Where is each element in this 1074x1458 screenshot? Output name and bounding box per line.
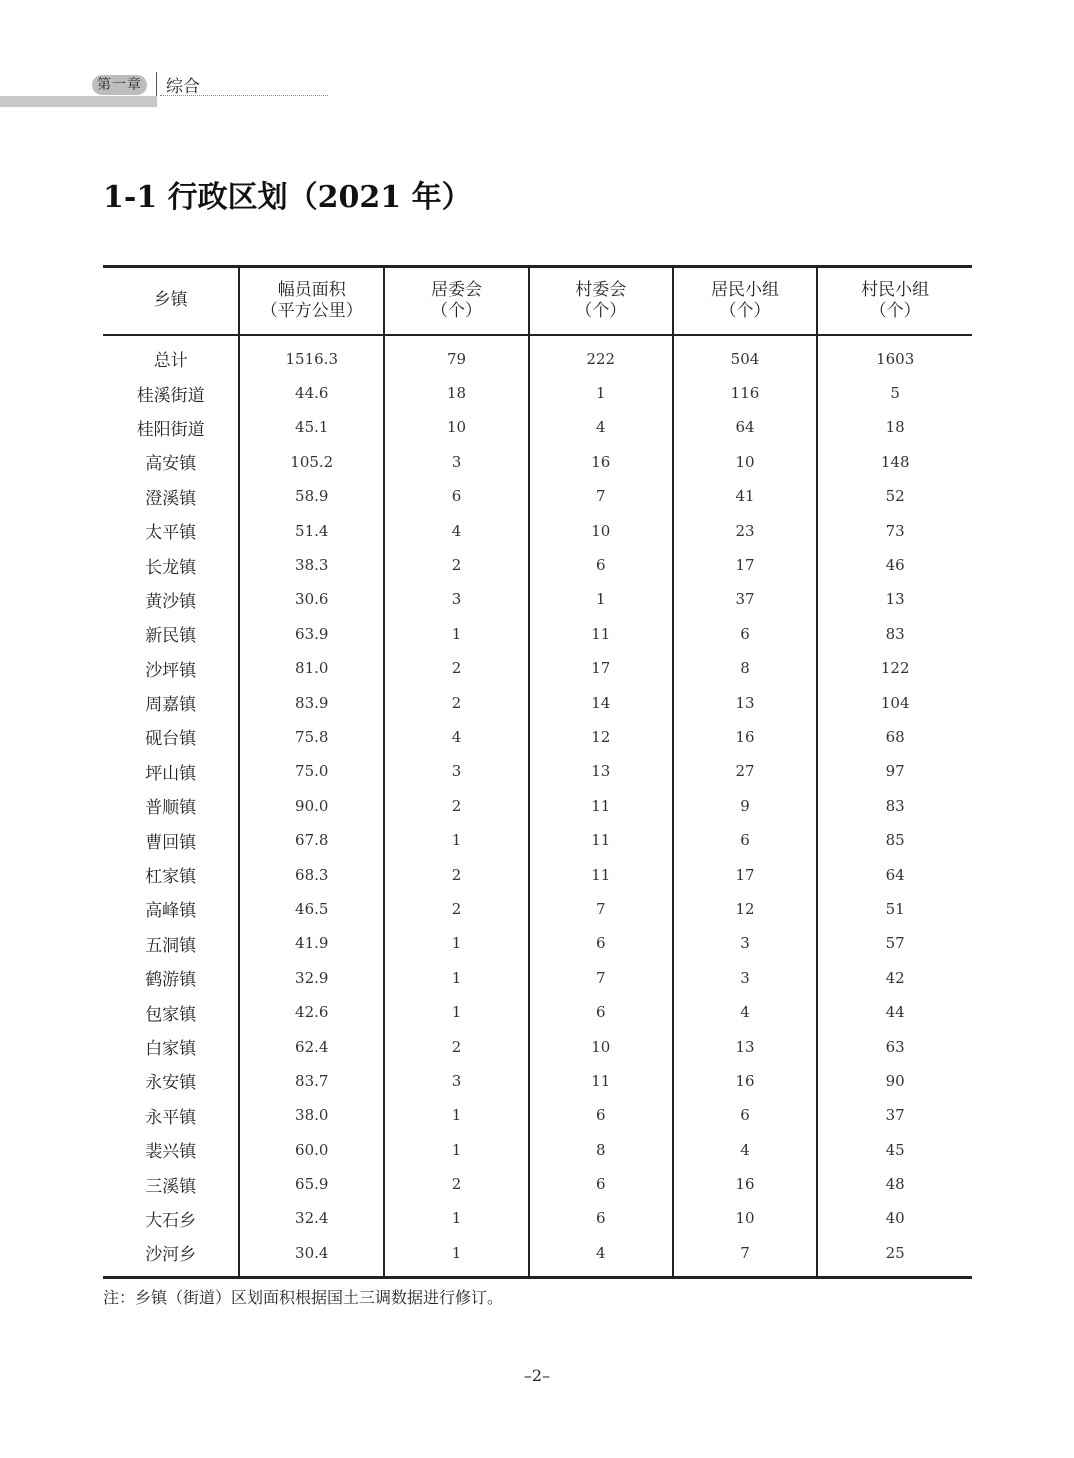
township-name-cell: 三溪镇	[145, 1176, 197, 1197]
value-cell-residents-group: 27	[673, 754, 818, 788]
value-cell-residents-committee: 4	[384, 513, 529, 547]
column-header-unit: （个）	[719, 300, 771, 321]
value-cell-villagers-group: 40	[817, 1201, 972, 1235]
table-row	[103, 857, 972, 891]
value-cell-village-committee: 17	[529, 651, 673, 685]
value-cell-residents-group: 3	[673, 926, 818, 960]
value-cell-area: 105.2	[239, 445, 384, 479]
value-cell-residents-group: 17	[673, 857, 818, 891]
column-header-label: 村委会	[575, 279, 627, 300]
value-cell-residents-committee: 3	[384, 1064, 529, 1098]
value-cell-village-committee: 1	[529, 376, 673, 410]
value-cell-villagers-group: 37	[817, 1098, 972, 1132]
table-row	[103, 548, 972, 582]
value-cell-area: 83.7	[239, 1064, 384, 1098]
township-name-cell: 太平镇	[145, 523, 197, 544]
value-cell-village-committee: 1	[529, 582, 673, 616]
chapter-label	[92, 74, 153, 96]
table-row	[103, 823, 972, 857]
value-cell-village-committee: 7	[529, 961, 673, 995]
value-cell-residents-committee: 2	[384, 548, 529, 582]
value-cell-residents-group: 16	[673, 1064, 818, 1098]
value-cell-residents-group: 10	[673, 445, 818, 479]
column-header-unit: （个）	[575, 300, 627, 321]
value-cell-villagers-group: 48	[817, 1167, 972, 1201]
table-row	[103, 1098, 972, 1132]
column-header-village-committee	[529, 267, 673, 335]
table-row	[103, 1167, 972, 1201]
township-name-cell: 包家镇	[145, 1004, 197, 1025]
township-name-cell: 周嘉镇	[145, 695, 197, 716]
value-cell-villagers-group: 57	[817, 926, 972, 960]
value-cell-area: 83.9	[239, 685, 384, 719]
value-cell-villagers-group: 85	[817, 823, 972, 857]
township-name-cell: 永平镇	[145, 1107, 197, 1128]
page-number: –2–	[523, 1366, 551, 1385]
table-row	[103, 720, 972, 754]
value-cell-villagers-group: 13	[817, 582, 972, 616]
table-row	[103, 582, 972, 616]
township-name-cell: 沙坪镇	[145, 660, 197, 681]
value-cell-villagers-group: 42	[817, 961, 972, 995]
township-name-cell: 高安镇	[145, 454, 197, 475]
value-cell-residents-committee: 10	[384, 410, 529, 444]
value-cell-residents-group: 64	[673, 410, 818, 444]
value-cell-residents-group: 12	[673, 892, 818, 926]
table-note: 注：乡镇（街道）区划面积根据国土三调数据进行修订。	[103, 1288, 504, 1307]
value-cell-area: 67.8	[239, 823, 384, 857]
value-cell-villagers-group: 45	[817, 1132, 972, 1166]
value-cell-residents-group: 4	[673, 1132, 818, 1166]
table-row	[103, 685, 972, 719]
value-cell-residents-group: 8	[673, 651, 818, 685]
column-header-villagers-group	[817, 267, 972, 335]
value-cell-village-committee: 6	[529, 995, 673, 1029]
value-cell-residents-group: 16	[673, 720, 818, 754]
table-row	[103, 376, 972, 410]
value-cell-residents-group: 116	[673, 376, 818, 410]
table-row	[103, 1132, 972, 1166]
value-cell-villagers-group: 104	[817, 685, 972, 719]
value-cell-village-committee: 11	[529, 1064, 673, 1098]
value-cell-village-committee: 8	[529, 1132, 673, 1166]
table-row	[103, 410, 972, 444]
township-name-cell: 五洞镇	[145, 935, 197, 956]
value-cell-villagers-group: 83	[817, 789, 972, 823]
value-cell-village-committee: 6	[529, 1098, 673, 1132]
value-cell-residents-group: 17	[673, 548, 818, 582]
value-cell-area: 30.4	[239, 1236, 384, 1278]
value-cell-area: 63.9	[239, 617, 384, 651]
value-cell-residents-committee: 4	[384, 720, 529, 754]
value-cell-residents-committee: 1	[384, 995, 529, 1029]
value-cell-area: 81.0	[239, 651, 384, 685]
value-cell-villagers-group: 73	[817, 513, 972, 547]
column-header-area	[239, 267, 384, 335]
value-cell-village-committee: 11	[529, 789, 673, 823]
table-row	[103, 1029, 972, 1063]
column-header-township	[103, 267, 239, 335]
administrative-division-table	[103, 265, 972, 1279]
value-cell-residents-group: 504	[673, 335, 818, 376]
township-name-cell: 曹回镇	[145, 832, 197, 853]
column-header-label: 乡镇	[153, 290, 188, 311]
township-name-cell: 长龙镇	[145, 557, 197, 578]
value-cell-village-committee: 4	[529, 1236, 673, 1278]
township-name-cell: 永安镇	[145, 1073, 197, 1094]
value-cell-residents-group: 6	[673, 617, 818, 651]
value-cell-residents-committee: 1	[384, 823, 529, 857]
value-cell-area: 38.3	[239, 548, 384, 582]
value-cell-villagers-group: 18	[817, 410, 972, 444]
table-row	[103, 1064, 972, 1098]
value-cell-village-committee: 6	[529, 548, 673, 582]
township-name-cell: 沙河乡	[103, 1236, 239, 1278]
table-row	[103, 961, 972, 995]
column-header-residents-committee	[384, 267, 529, 335]
township-name-cell: 澄溪镇	[145, 488, 197, 509]
chapter-dotted-rule	[160, 95, 328, 96]
value-cell-area: 75.8	[239, 720, 384, 754]
value-cell-residents-group: 6	[673, 823, 818, 857]
table-row	[103, 892, 972, 926]
table-row	[103, 1236, 972, 1278]
value-cell-villagers-group: 46	[817, 548, 972, 582]
value-cell-villagers-group: 83	[817, 617, 972, 651]
chapter-number-badge: 第一章	[92, 75, 147, 95]
value-cell-village-committee: 4	[529, 410, 673, 444]
value-cell-area: 41.9	[239, 926, 384, 960]
column-header-unit: （个）	[869, 300, 921, 321]
value-cell-residents-committee: 1	[384, 1098, 529, 1132]
value-cell-villagers-group: 64	[817, 857, 972, 891]
value-cell-village-committee: 7	[529, 479, 673, 513]
value-cell-villagers-group: 5	[817, 376, 972, 410]
value-cell-villagers-group: 51	[817, 892, 972, 926]
chapter-divider	[156, 72, 157, 96]
township-name-cell: 砚台镇	[145, 729, 197, 750]
chapter-header-bar	[0, 96, 157, 107]
value-cell-village-committee: 11	[529, 617, 673, 651]
value-cell-area: 45.1	[239, 410, 384, 444]
value-cell-villagers-group: 44	[817, 995, 972, 1029]
value-cell-area: 75.0	[239, 754, 384, 788]
table-row	[103, 789, 972, 823]
value-cell-residents-committee: 1	[384, 1201, 529, 1235]
township-name-cell: 杠家镇	[145, 867, 197, 888]
value-cell-village-committee: 6	[529, 1201, 673, 1235]
value-cell-villagers-group: 122	[817, 651, 972, 685]
township-name-cell: 总计	[153, 351, 188, 372]
value-cell-villagers-group: 148	[817, 445, 972, 479]
value-cell-villagers-group: 68	[817, 720, 972, 754]
value-cell-area: 58.9	[239, 479, 384, 513]
value-cell-residents-committee: 79	[384, 335, 529, 376]
value-cell-residents-group: 13	[673, 1029, 818, 1063]
value-cell-area: 44.6	[239, 376, 384, 410]
township-name-cell: 鹤游镇	[145, 970, 197, 991]
township-name-cell: 黄沙镇	[145, 591, 197, 612]
value-cell-area: 62.4	[239, 1029, 384, 1063]
table-row	[103, 479, 972, 513]
table-row	[103, 754, 972, 788]
value-cell-area: 38.0	[239, 1098, 384, 1132]
value-cell-residents-committee: 2	[384, 651, 529, 685]
value-cell-residents-committee: 18	[384, 376, 529, 410]
value-cell-village-committee: 16	[529, 445, 673, 479]
value-cell-residents-committee: 2	[384, 1167, 529, 1201]
township-name-cell: 普顺镇	[145, 798, 197, 819]
value-cell-area: 68.3	[239, 857, 384, 891]
value-cell-area: 32.9	[239, 961, 384, 995]
township-name-cell: 桂阳街道	[136, 419, 205, 440]
value-cell-residents-committee: 1	[384, 617, 529, 651]
chapter-title: 综合	[166, 77, 200, 97]
value-cell-village-committee: 6	[529, 926, 673, 960]
value-cell-residents-group: 23	[673, 513, 818, 547]
value-cell-area: 1516.3	[239, 335, 384, 376]
table-header	[103, 267, 972, 335]
value-cell-residents-committee: 1	[384, 961, 529, 995]
table-row	[103, 995, 972, 1029]
value-cell-area: 90.0	[239, 789, 384, 823]
table-row	[103, 513, 972, 547]
column-header-label: 幅员面积	[277, 279, 346, 300]
value-cell-residents-committee: 3	[384, 445, 529, 479]
value-cell-village-committee: 10	[529, 1029, 673, 1063]
value-cell-village-committee: 7	[529, 892, 673, 926]
value-cell-villagers-group: 90	[817, 1064, 972, 1098]
table-row	[103, 1201, 972, 1235]
value-cell-residents-committee: 3	[384, 754, 529, 788]
township-name-cell: 新民镇	[145, 626, 197, 647]
column-header-label: 居委会	[431, 279, 482, 300]
column-header-label: 居民小组	[710, 279, 779, 300]
value-cell-area: 65.9	[239, 1167, 384, 1201]
value-cell-residents-committee: 2	[384, 892, 529, 926]
value-cell-villagers-group: 52	[817, 479, 972, 513]
value-cell-area: 30.6	[239, 582, 384, 616]
page-title: 1-1 行政区划（2021 年）	[103, 180, 472, 215]
value-cell-area: 60.0	[239, 1132, 384, 1166]
value-cell-area: 32.4	[239, 1201, 384, 1235]
value-cell-residents-group: 13	[673, 685, 818, 719]
value-cell-villagers-group: 25	[817, 1236, 972, 1278]
value-cell-residents-committee: 6	[384, 479, 529, 513]
column-header-unit: （平方公里）	[260, 300, 363, 321]
table-row	[103, 926, 972, 960]
column-header-label: 村民小组	[861, 279, 930, 300]
value-cell-village-committee: 13	[529, 754, 673, 788]
value-cell-residents-committee: 2	[384, 789, 529, 823]
value-cell-residents-group: 37	[673, 582, 818, 616]
township-name-cell: 裴兴镇	[145, 1142, 197, 1163]
value-cell-residents-committee: 2	[384, 857, 529, 891]
value-cell-residents-group: 9	[673, 789, 818, 823]
value-cell-residents-committee: 1	[384, 926, 529, 960]
table-row-total	[103, 335, 972, 376]
value-cell-villagers-group: 1603	[817, 335, 972, 376]
value-cell-residents-committee: 2	[384, 685, 529, 719]
value-cell-residents-group: 3	[673, 961, 818, 995]
value-cell-village-committee: 11	[529, 823, 673, 857]
table-row	[103, 617, 972, 651]
table-header-row	[103, 267, 972, 335]
value-cell-village-committee: 10	[529, 513, 673, 547]
value-cell-residents-committee: 3	[384, 582, 529, 616]
value-cell-residents-group: 4	[673, 995, 818, 1029]
value-cell-area: 46.5	[239, 892, 384, 926]
value-cell-residents-committee: 2	[384, 1029, 529, 1063]
value-cell-residents-committee: 1	[384, 1132, 529, 1166]
table-row	[103, 651, 972, 685]
value-cell-residents-group: 41	[673, 479, 818, 513]
value-cell-villagers-group: 63	[817, 1029, 972, 1063]
value-cell-area: 42.6	[239, 995, 384, 1029]
township-name-cell: 大石乡	[145, 1210, 197, 1231]
value-cell-residents-group: 10	[673, 1201, 818, 1235]
value-cell-village-committee: 14	[529, 685, 673, 719]
township-name-cell: 桂溪街道	[136, 385, 205, 406]
value-cell-village-committee: 222	[529, 335, 673, 376]
value-cell-residents-committee: 1	[384, 1236, 529, 1278]
value-cell-residents-group: 7	[673, 1236, 818, 1278]
value-cell-village-committee: 6	[529, 1167, 673, 1201]
column-header-residents-group	[673, 267, 818, 335]
value-cell-residents-group: 6	[673, 1098, 818, 1132]
township-name-cell: 高峰镇	[145, 901, 197, 922]
value-cell-village-committee: 12	[529, 720, 673, 754]
value-cell-village-committee: 11	[529, 857, 673, 891]
township-name-cell: 白家镇	[145, 1039, 197, 1059]
value-cell-residents-group: 16	[673, 1167, 818, 1201]
column-header-unit: （个）	[431, 300, 482, 321]
table-body	[103, 335, 972, 1278]
value-cell-villagers-group: 97	[817, 754, 972, 788]
township-name-cell: 坪山镇	[145, 763, 197, 784]
value-cell-area: 51.4	[239, 513, 384, 547]
table-row	[103, 445, 972, 479]
